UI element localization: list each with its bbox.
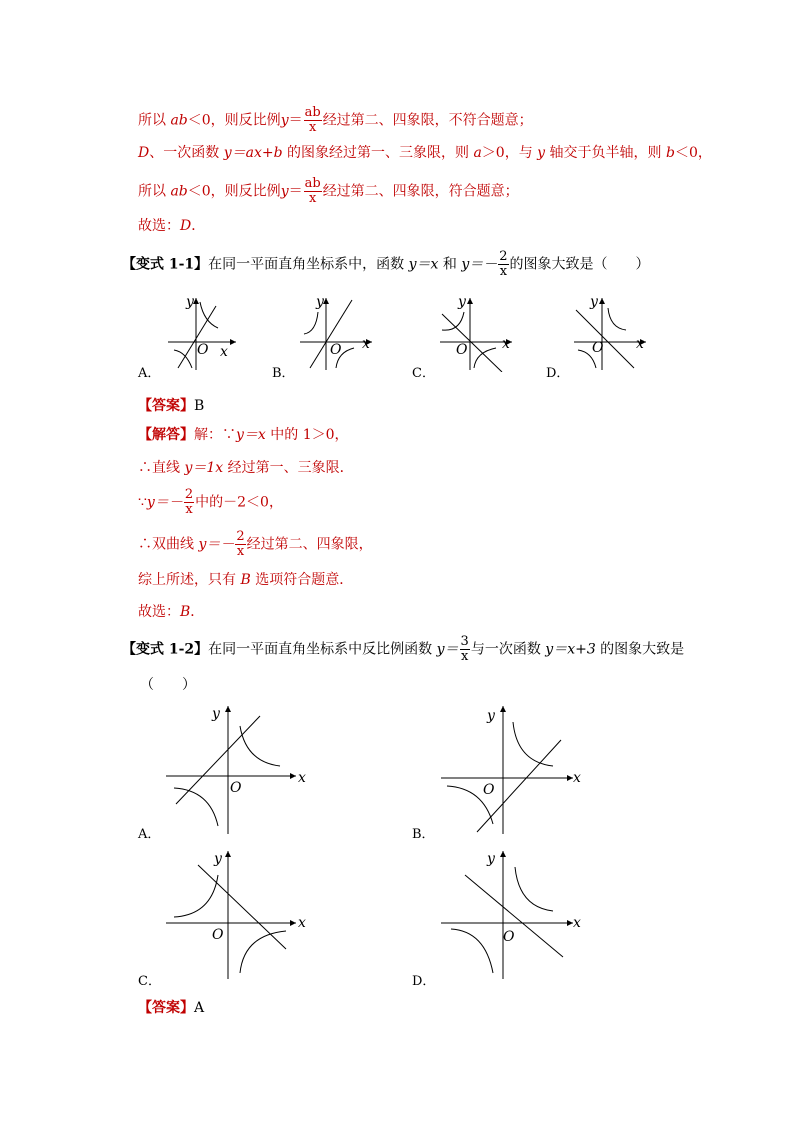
svg-text:O: O	[483, 782, 495, 798]
svg-text:x: x	[636, 336, 644, 352]
q2-figure-d	[435, 845, 585, 989]
q1-solution-3: ∵y＝－ $\frac{2}{x}$ 中的－2＜0，	[138, 487, 283, 517]
svg-text:y: y	[316, 294, 324, 310]
svg-text:O: O	[503, 929, 515, 945]
q1-solution-1: 【解答】解：∵y＝x 中的 1＞0，	[138, 427, 349, 443]
svg-text:x: x	[362, 336, 370, 352]
svg-text:y: y	[487, 708, 495, 724]
q1-option-d[interactable]: D．	[546, 366, 570, 381]
prev-line-1: 所以 ab＜0，则反比例y＝ $\frac{ab}{x}$ 经过第二、四象限，不符合题意；	[138, 105, 533, 135]
q2-option-b[interactable]: B．	[412, 827, 435, 842]
q1-solution-2: ∴直线 y＝1x 经过第一、三象限．	[138, 460, 354, 476]
svg-text:O: O	[456, 342, 468, 358]
question-1-1: 【变式 1-1】在同一平面直角坐标系中，函数 y＝x 和 y＝－ $\frac{2}{x}$ 的图象大致是（ ）	[122, 249, 650, 279]
svg-text:x: x	[502, 336, 510, 352]
svg-text:y: y	[186, 294, 194, 310]
svg-text:x: x	[573, 915, 581, 931]
q1-answer: 【答案】B	[138, 398, 205, 414]
question-1-2: 【变式 1-2】在同一平面直角坐标系中反比例函数 y＝ $\frac{3}{x}$ 与一次函数 y＝x+3 的图象大致是	[122, 634, 685, 664]
q1-figure-b	[296, 292, 376, 376]
svg-text:x: x	[220, 344, 228, 360]
q1-figure-d	[570, 292, 650, 376]
q2-option-d[interactable]: D．	[412, 974, 436, 989]
svg-text:y: y	[214, 851, 222, 867]
q1-solution-4: ∴双曲线 y＝－ $\frac{2}{x}$ 经过第二、四象限，	[138, 529, 373, 559]
question-1-2-paren: （ ）	[140, 677, 196, 693]
q2-figure-a	[160, 700, 310, 844]
q1-option-c[interactable]: C．	[412, 366, 435, 381]
prev-line-4: 故选：D．	[138, 218, 206, 234]
svg-text:y: y	[487, 851, 495, 867]
q1-figure-c	[436, 292, 516, 376]
prev-line-2: D、一次函数 y＝ax+b 的图象经过第一、三象限，则 a＞0，与 y 轴交于负半轴，则 b＜0，	[138, 145, 712, 161]
svg-text:y: y	[212, 706, 220, 722]
q2-figure-b	[435, 700, 585, 844]
svg-text:x: x	[298, 770, 306, 786]
svg-text:O: O	[230, 780, 242, 796]
q2-option-a[interactable]: A．	[138, 827, 161, 842]
svg-text:O: O	[197, 342, 209, 358]
q2-answer: 【答案】A	[138, 1000, 205, 1016]
svg-text:O: O	[592, 340, 604, 356]
svg-text:y: y	[590, 294, 598, 310]
svg-text:O: O	[330, 342, 342, 358]
q1-option-b[interactable]: B．	[272, 366, 295, 381]
q2-figure-c	[160, 845, 310, 989]
svg-text:y: y	[458, 294, 466, 310]
q1-solution-6: 故选：B．	[138, 604, 205, 620]
q1-figure-a	[160, 292, 240, 376]
svg-text:O: O	[212, 927, 224, 943]
q2-option-c[interactable]: C．	[138, 974, 161, 989]
svg-text:x: x	[298, 915, 306, 931]
q1-option-a[interactable]: A．	[138, 366, 161, 381]
prev-line-3: 所以 ab＜0，则反比例y＝ $\frac{ab}{x}$ 经过第二、四象限，符合题意；	[138, 176, 519, 206]
q1-solution-5: 综上所述，只有 B 选项符合题意．	[138, 572, 354, 588]
svg-text:x: x	[573, 770, 581, 786]
